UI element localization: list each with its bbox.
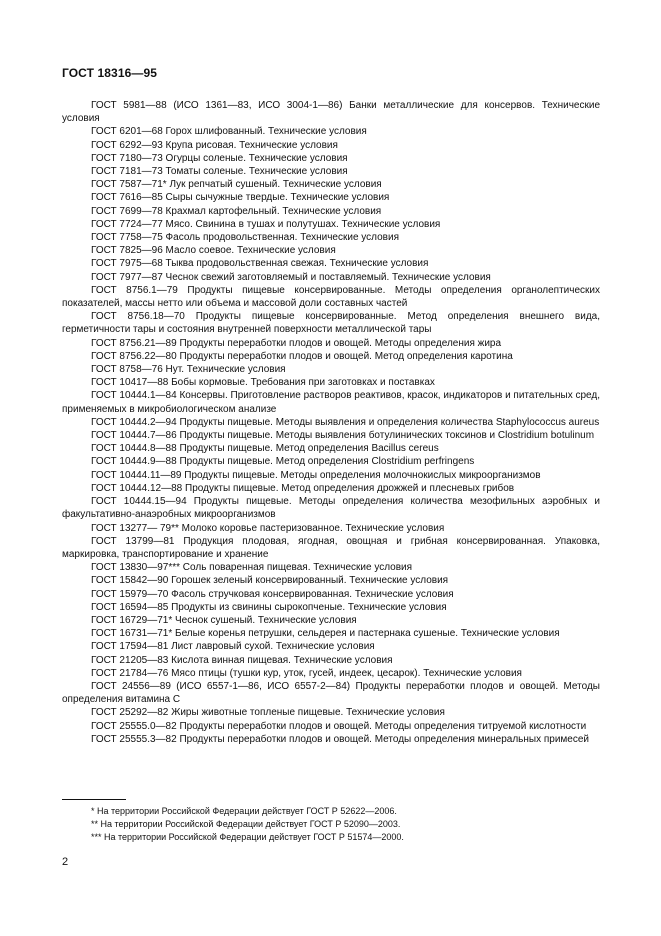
reference-item: ГОСТ 10444.1—84 Консервы. Приготовление растворов реактивов, красок, индикаторов и питательных сред, применяемых в микробиологическом анализе <box>62 390 600 415</box>
reference-item: ГОСТ 10444.12—88 Продукты пищевые. Метод определения дрожжей и плесневых грибов <box>91 482 515 494</box>
reference-item: ГОСТ 8756.18—70 Продукты пищевые консервированные. Метод определения внешнего вида, герметичности тары и состояния внутренней поверхности металлической тары <box>62 311 600 336</box>
reference-item: ГОСТ 10444.11—89 Продукты пищевые. Методы определения молочнокислых микроорганизмов <box>91 469 541 481</box>
reference-item: ГОСТ 10417—88 Бобы кормовые. Требования при заготовках и поставках <box>91 377 435 389</box>
reference-item: ГОСТ 10444.7—86 Продукты пищевые. Методы выявления ботулинических токсинов и Clostridium botulinum <box>91 430 595 442</box>
reference-item: ГОСТ 7977—87 Чеснок свежий заготовляемый и поставляемый. Технические условия <box>91 271 491 283</box>
footnote-item: ** На территории Российской Федерации действует ГОСТ Р 52090—2003. <box>91 819 401 829</box>
reference-item: ГОСТ 7616—85 Сыры сычужные твердые. Технические условия <box>91 192 390 204</box>
reference-item: ГОСТ 10444.2—94 Продукты пищевые. Методы выявления и определения количества Staphylococcus aureus <box>91 416 600 428</box>
footnotes <box>62 805 600 844</box>
reference-item: ГОСТ 13830—97*** Соль поваренная пищевая. Технические условия <box>91 562 413 574</box>
reference-item: ГОСТ 21205—83 Кислота винная пищевая. Технические условия <box>91 654 393 666</box>
reference-item: ГОСТ 16729—71* Чеснок сушеный. Технические условия <box>91 614 357 626</box>
reference-item: ГОСТ 16594—85 Продукты из свинины сырокопченые. Технические условия <box>91 601 447 613</box>
reference-item: ГОСТ 8756.22—80 Продукты переработки плодов и овощей. Метод определения каротина <box>91 350 513 362</box>
references-list <box>62 99 600 746</box>
reference-item: ГОСТ 15842—90 Горошек зеленый консервированный. Технические условия <box>91 575 449 587</box>
document-header: ГОСТ 18316—95 <box>62 66 158 80</box>
reference-item: ГОСТ 6292—93 Крупа рисовая. Технические условия <box>91 139 338 151</box>
footnote-item: * На территории Российской Федерации действует ГОСТ Р 52622—2006. <box>91 806 397 816</box>
reference-item: ГОСТ 13799—81 Продукция плодовая, ягодная, овощная и грибная консервированная. Упаковка, маркировка, транспортирование и хранение <box>62 535 600 560</box>
reference-item: ГОСТ 7181—73 Томаты соленые. Технические условия <box>91 166 348 178</box>
footnote-divider <box>62 799 126 800</box>
reference-item: ГОСТ 15979—70 Фасоль стручковая консервированная. Технические условия <box>91 588 454 600</box>
reference-item: ГОСТ 16731—71* Белые коренья петрушки, сельдерея и пастернака сушеные. Технические условия <box>91 628 560 640</box>
reference-item: ГОСТ 24556—89 (ИСО 6557-1—86, ИСО 6557-2—84) Продукты переработки плодов и овощей. Методы определения витамина С <box>62 680 600 706</box>
reference-item: ГОСТ 10444.9—88 Продукты пищевые. Метод определения Clostridium perfringens <box>91 456 475 468</box>
reference-item: ГОСТ 7587—71* Лук репчатый сушеный. Технические условия <box>91 179 382 191</box>
reference-item: ГОСТ 7724—77 Мясо. Свинина в тушах и полутушах. Технические условия <box>91 218 441 230</box>
reference-item: ГОСТ 8758—76 Нут. Технические условия <box>91 364 286 376</box>
reference-item: ГОСТ 10444.8—88 Продукты пищевые. Метод определения Bacillus cereus <box>91 443 439 455</box>
footnote-item: *** На территории Российской Федерации действует ГОСТ Р 51574—2000. <box>91 832 404 842</box>
reference-item: ГОСТ 21784—76 Мясо птицы (тушки кур, уток, гусей, индеек, цесарок). Технические условия <box>91 667 522 679</box>
reference-item: ГОСТ 25292—82 Жиры животные топленые пищевые. Технические условия <box>91 707 445 719</box>
reference-item: ГОСТ 7180—73 Огурцы соленые. Технические условия <box>91 152 348 164</box>
page-number: 2 <box>62 856 69 868</box>
reference-item: ГОСТ 7825—96 Масло соевое. Технические условия <box>91 245 336 257</box>
reference-item: ГОСТ 13277— 79** Молоко коровье пастеризованное. Технические условия <box>91 522 445 534</box>
reference-item: ГОСТ 7699—78 Крахмал картофельный. Технические условия <box>91 205 382 217</box>
reference-item: ГОСТ 8756.1—79 Продукты пищевые консервированные. Методы определения органолептических показателей, массы нетто или объема и массовой доли составных частей <box>62 284 600 310</box>
reference-item: ГОСТ 6201—68 Горох шлифованный. Технические условия <box>91 126 367 138</box>
reference-item: ГОСТ 7975—68 Тыква продовольственная свежая. Технические условия <box>91 258 429 270</box>
reference-item: ГОСТ 10444.15—94 Продукты пищевые. Методы определения количества мезофильных аэробных и факультативно-анаэробных микроорганизмов <box>62 496 600 521</box>
reference-item: ГОСТ 25555.3—82 Продукты переработки плодов и овощей. Методы определения минеральных примесей <box>91 733 589 745</box>
reference-item: ГОСТ 8756.21—89 Продукты переработки плодов и овощей. Методы определения жира <box>91 337 502 349</box>
reference-item: ГОСТ 7758—75 Фасоль продовольственная. Технические условия <box>91 232 399 244</box>
reference-item: ГОСТ 25555.0—82 Продукты переработки плодов и овощей. Методы определения титруемой кислотности <box>91 720 587 732</box>
reference-item: ГОСТ 5981—88 (ИСО 1361—83, ИСО 3004-1—86) Банки металлические для консервов. Технические условия <box>62 100 600 125</box>
reference-item: ГОСТ 17594—81 Лист лавровый сухой. Технические условия <box>91 641 375 653</box>
